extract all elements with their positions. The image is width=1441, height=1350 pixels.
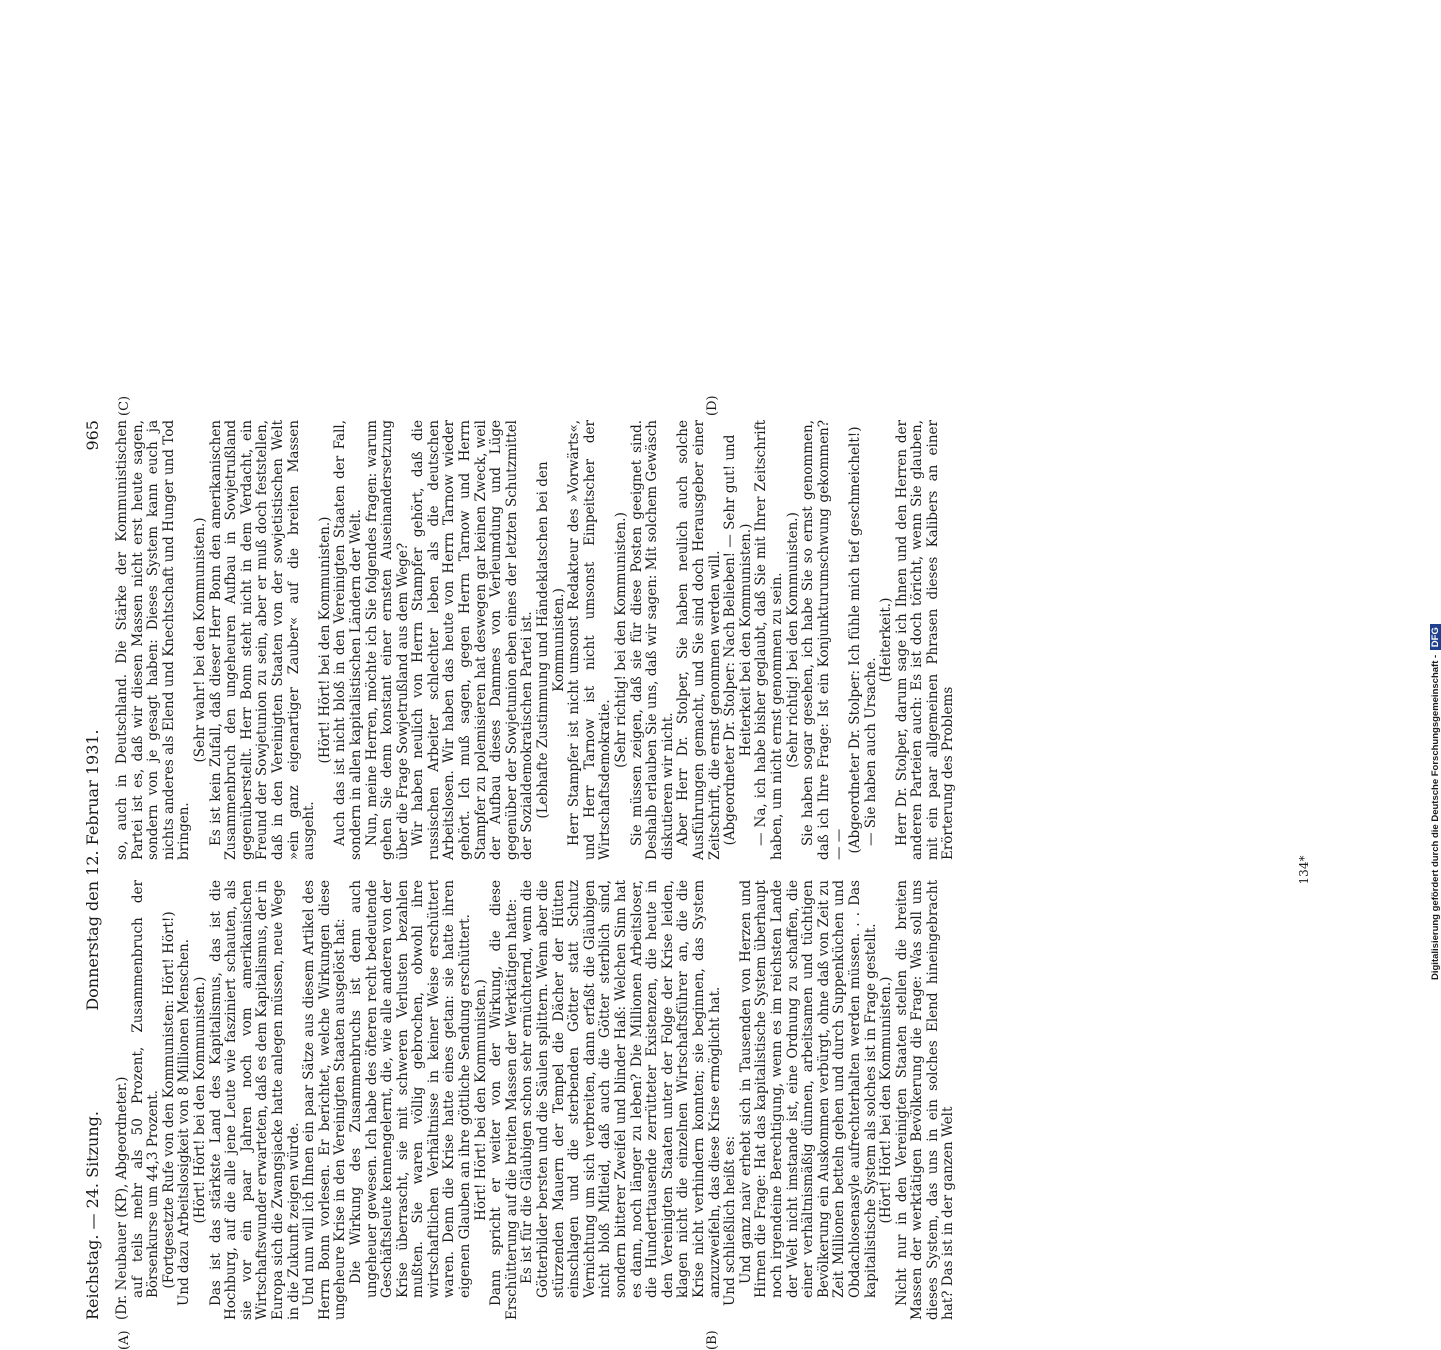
margin-letter-b: (B) (705, 1330, 720, 1350)
page-number: 965 (83, 420, 102, 451)
interjection: (Hört! Hört! bei den Kommunisten.) (878, 976, 895, 1224)
margin-letter-c: (C) (117, 395, 132, 416)
paragraph: Sie müssen zeigen, daß sie für diese Posten geeignet sind. Deshalb erlauben Sie uns, daß wir sagen: Mit solchem Gewäsch diskutieren wir nicht. (628, 420, 676, 860)
paragraph: Und schließlich heißt es: (722, 1135, 739, 1306)
quote: Und ganz naiv erhebt sich in Tausenden von Herzen und Hirnen die Frage: Hat das kapitalistische System überhaupt noch irgendeine Berechtigung, wenn es im reichsten Lande der Welt nicht imstande ist, eine Ordnung zu schaffen, die einer verhältnismäßig dünnen, arbeitsamen und tüchtigen Bevölkerung ein Auskommen verbürgt, ohne daß von Zeit zu Zeit Millionen betteln gehen und durch Suppenküchen und Obdachlosenasyle aufrechterhalten werden müssen. . . Das kapitalistische System als solches ist in Frage gestellt. (737, 880, 879, 1298)
header-center: Donnerstag den 12. Februar 1931. (83, 729, 102, 1011)
paragraph: — Sie haben auch Ursache. (862, 657, 879, 846)
interjection: Hört! Hört! bei den Kommunisten.) (472, 979, 489, 1221)
page-header (85, 420, 109, 1320)
right-column (115, 420, 957, 860)
interjection: (Lebhafte Zustimmung und Händeklatschen bei den Kommunisten.) (535, 461, 567, 819)
paragraph: Herr Stampfer ist nicht umsonst Redakteur des »Vorwärts«, und Herr Tarnow ist nicht umsonst Einpeitscher der Wirtschaftsdemokratie. (566, 420, 614, 860)
interjection: (Sehr richtig! bei den Kommunisten.) (613, 512, 629, 768)
interjection: (Hört! Hört! bei den Kommunisten.) (316, 516, 333, 764)
digitization-credit (1408, 10, 1441, 990)
paragraph: Sie haben sogar gesehen, ich habe Sie so ernst genommen, daß ich Ihre Frage: Ist ein Konjunkturumschwung gekommen? — — (800, 420, 848, 860)
header-left: Reichstag. — 24. Sitzung. (83, 1111, 102, 1320)
dfg-logo: DFG (1430, 624, 1441, 650)
paragraph: Auch das ist nicht bloß in den Vereinigten Staaten der Fall, sondern in allen kapitalistischen Ländern der Welt. (332, 420, 364, 860)
paragraph: Es ist kein Zufall, daß dieser Herr Bonn den amerikanischen Zusammenbruch den ungeheuren Aufbau in Sowjetrußland gegenüberstellt. Herr Bonn steht nicht in dem Verdacht, ein Freund der Sowjetunion zu sein, aber er muß doch feststellen, daß in den Vereinigten Staaten von der sowjetistischen Welt »ein ganz eigenartiger Zauber« auf die breiten Massen ausgeht. (207, 420, 318, 860)
paragraph: Und dazu Arbeitslosigkeit von 8 Millionen Menschen. (176, 938, 193, 1306)
interjection: (Sehr richtig! bei den Kommunisten.) (784, 512, 801, 768)
quote: Es ist für die Gläubigen schon sehr ernüchternd, wenn die Götterbilder bersten und die Säulen splittern. Wenn aber die stürzenden Mauern der Tempel die Dächer der Hütten einschlagen und die sterbenden Götter statt Schutz Vernichtung um sich verbreiten, dann erfaßt die Gläubigen nicht bloß Mitleid, daß auch die Götter sterblich sind, sondern bitterer Zweifel und blinder Haß: Welchen Sinn hat es dann, noch länger zu leben? Die Millionen Arbeitsloser, die Hunderttausende zerrütteter Existenzen, die heute in den Vereinigten Staaten unter der Folge der Krise leiden, klagen nicht die einzelnen Wirtschaftsführer an, die die Krise nicht verhindern konnten; sie beginnen, das System anzuzweifeln, das diese Krise ermöglicht hat. (519, 880, 723, 1298)
interjection: (Sehr wahr! bei den Kommunisten.) (191, 517, 208, 763)
interjection: (Abgeordneter Dr. Stolper: Nach Belieben! — Sehr gut! und Heiterkeit bei den Kommunisten.) (722, 434, 754, 846)
left-column (115, 880, 957, 1320)
signature-mark: 134* (1297, 855, 1311, 885)
interjection: (Fortgesetzte Rufe von den Kommunisten: Hört! Hört!) (160, 911, 177, 1289)
paragraph: auf teils mehr als 50 Prozent, Zusammenbruch der Börsenkurse um 44,3 Prozent. (129, 880, 162, 1298)
margin-letter-a: (A) (117, 1330, 132, 1350)
quote: Die Wirkung des Zusammenbruchs ist denn auch ungeheuer gewesen. Ich habe des öfteren recht bedeutende Geschäftsleute kennengelernt, die, wie alle anderen von der Krise überrascht, sie mit schweren Verlusten bezahlen mußten. Sie waren völlig gebrochen, obwohl ihre wirtschaftlichen Verhältnisse in keiner Weise erschüttert waren. Denn die Krise hatte eines getan: sie hatte ihren eigenen Glauben an ihre göttliche Sendung erschüttert. (347, 880, 474, 1298)
paragraph: — Na, ich habe bisher geglaubt, daß Sie mit Ihrer Zeitschrift haben, um nicht ernst genommen zu sein. (753, 420, 785, 860)
paragraph: Dann spricht er weiter von der Wirkung, die diese Erschütterung auf die breiten Massen der Werktätigen hatte: (488, 880, 520, 1320)
paragraph: Und nun will ich Ihnen ein paar Sätze aus diesem Artikel des Herrn Bonn vorlesen. Er berichtet, welche Wirkungen diese ungeheure Krise in den Vereinigten Staaten ausgelöst hat: (301, 880, 349, 1320)
paragraph: Nicht nur in den Vereinigten Staaten stellen die breiten Massen der werktätigen Bevölkerung die Frage: Was soll uns dieses System, das uns in ein solches Elend hineingebracht hat? Das ist in der ganzen Welt (893, 880, 957, 1320)
paragraph: Das ist das stärkste Land des Kapitalismus, das ist die Hochburg, auf die alle jene Leute wie fasziniert schauten, als sie vor ein paar Jahren noch vom amerikanischen Wirtschaftswunder erwarteten, daß es dem Kapitalismus, der in Europa sich die Zwangsjacke hatte anlegen müssen, neue Wege in die Zukunft zeigen würde. (207, 880, 302, 1320)
interjection: (Hört! Hört! bei den Kommunisten.) (191, 976, 208, 1224)
interjection: (Heiterkeit.) (878, 597, 895, 683)
paragraph: Wir haben neulich von Herrn Stampfer gehört, daß die russischen Arbeiter schlechter leben als die deutschen Arbeitslosen. Wir haben das heute von Herrn Tarnow wieder gehört. Ich muß sagen, gegen Herrn Tarnow und Herrn Stampfer zu polemisieren hat deswegen gar keinen Zweck, weil der Aufbau dieses Dammes von Verleumdung und Lüge gegenüber der Sowjetunion eben eines der letzten Schutzmittel der Sozialdemokratischen Partei ist. (410, 420, 536, 860)
speaker-line: (Dr. Neubauer (KP), Abgeordneter.) (114, 1076, 130, 1320)
paragraph: so, auch in Deutschland. Die Stärke der Kommunistischen Partei ist es, daß wir diesen Massen nicht erst heute sagen, sondern von je gesagt haben: Dieses System kann euch ja nichts anderes als Elend und Knechtschaft und Hunger und Tod bringen. (114, 420, 193, 860)
credit-text: Digitalisierung gefördert durch die Deutsche Forschungsgemeinschaft - (1430, 654, 1441, 980)
rotated-page-content (83, 395, 1315, 1350)
paragraph: Herr Dr. Stolper, darum sage ich Ihnen und den Herren der anderen Parteien auch: Es ist doch töricht, wenn Sie glauben, mit ein paar allgemeinen Phrasen dieses Kalibers an einer Erörterung des Problems (893, 420, 957, 860)
paragraph: Nun, meine Herren, möchte ich Sie folgendes fragen: warum gehen Sie denn konstant einer ernsten Auseinandersetzung über die Frage Sowjetrußland aus dem Wege? (363, 420, 411, 860)
margin-letter-d: (D) (705, 395, 720, 416)
paragraph: Aber Herr Dr. Stolper, Sie haben neulich auch solche Ausführungen gemacht, und Sie sind doch Herausgeber einer Zeitschrift, die ernst genommen werden will. (675, 420, 723, 860)
interjection: (Abgeordneter Dr. Stolper: Ich fühle mich tief geschmeichelt!) (846, 426, 863, 854)
